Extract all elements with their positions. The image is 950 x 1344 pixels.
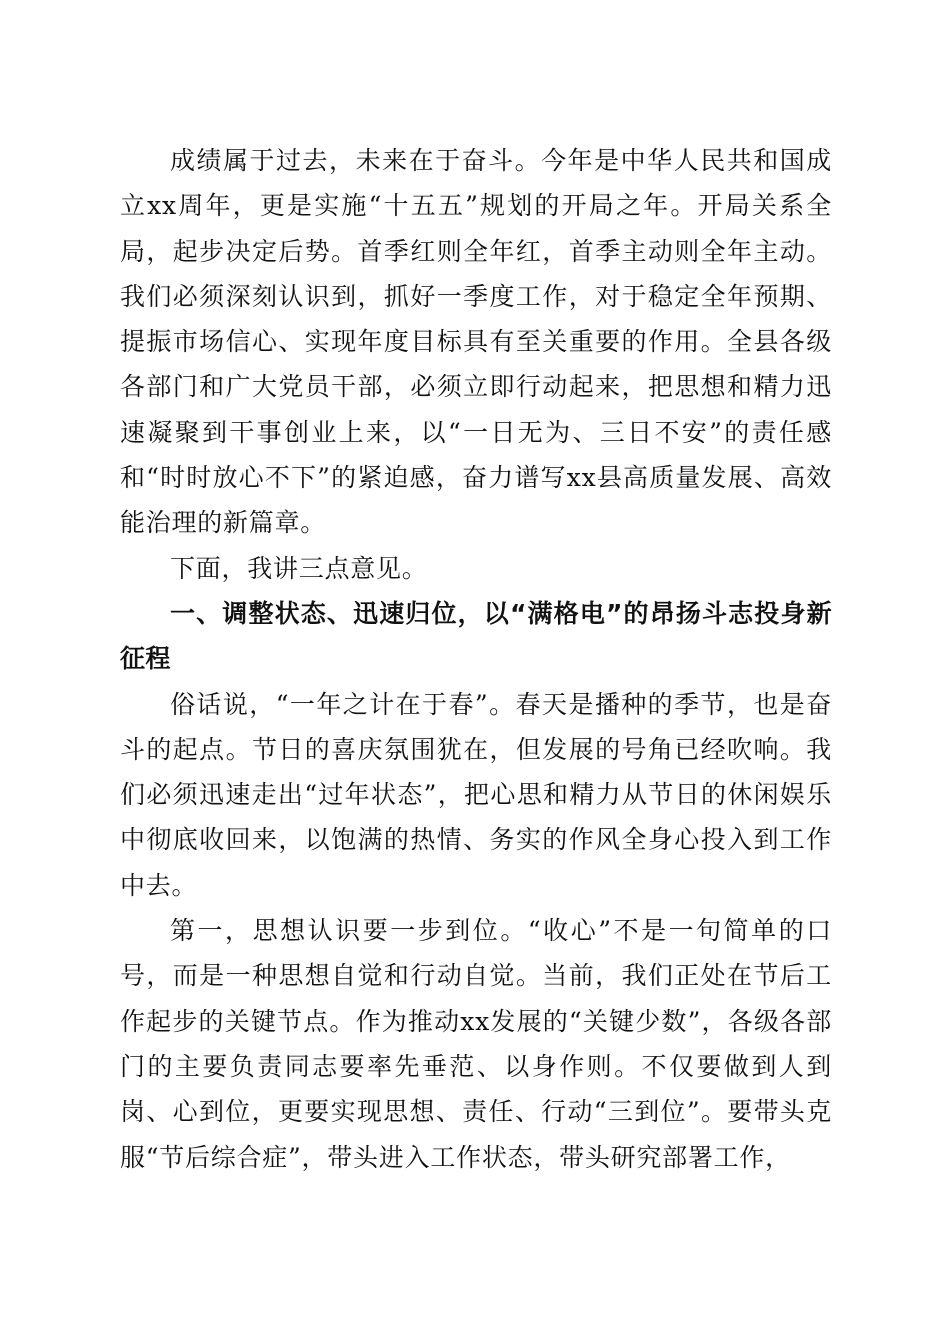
document-body [120,138,832,1180]
intro-paragraph: 成绩属于过去，未来在于奋斗。今年是中华人民共和国成立xx周年，更是实施“十五五”规划的开局之年。开局关系全局，起步决定后势。首季红则全年红，首季主动则全年主动。我们必须深刻认识到，抓好一季度工作，对于稳定全年预期、提振市场信心、实现年度目标具有至关重要的作用。全县各级各部门和广大党员干部，必须立即行动起来，把思想和精力迅速凝聚到干事创业上来，以“一日无为、三日不安”的责任感和“时时放心不下”的紧迫感，奋力谱写xx县高质量发展、高效能治理的新篇章。 [120,146,832,538]
outline-paragraph: 下面，我讲三点意见。 [170,553,428,583]
section-1-point-1-paragraph: 第一，思想认识要一步到位。“收心”不是一句简单的口号，而是一种思想自觉和行动自觉。当前，我们正处在节后工作起步的关键节点。作为推动xx发展的“关键少数”，各级各部门的主要负责同志要率先垂范、以身作则。不仅要做到人到岗、心到位，更要实现思想、责任、行动“三到位”。要带头克服“节后综合症”，带头进入工作状态，带头研究部署工作， [120,916,832,1172]
section-1-paragraph: 俗话说，“一年之计在于春”。春天是播种的季节，也是奋斗的起点。节日的喜庆氛围犹在，但发展的号角已经吹响。我们必须迅速走出“过年状态”，把心思和精力从节日的休闲娱乐中彻底收回来，以饱满的热情、务实的作风全身心投入到工作中去。 [120,689,832,900]
section-heading-1: 一、调整状态、迅速归位，以“满格电”的昂扬斗志投身新征程 [120,598,832,674]
